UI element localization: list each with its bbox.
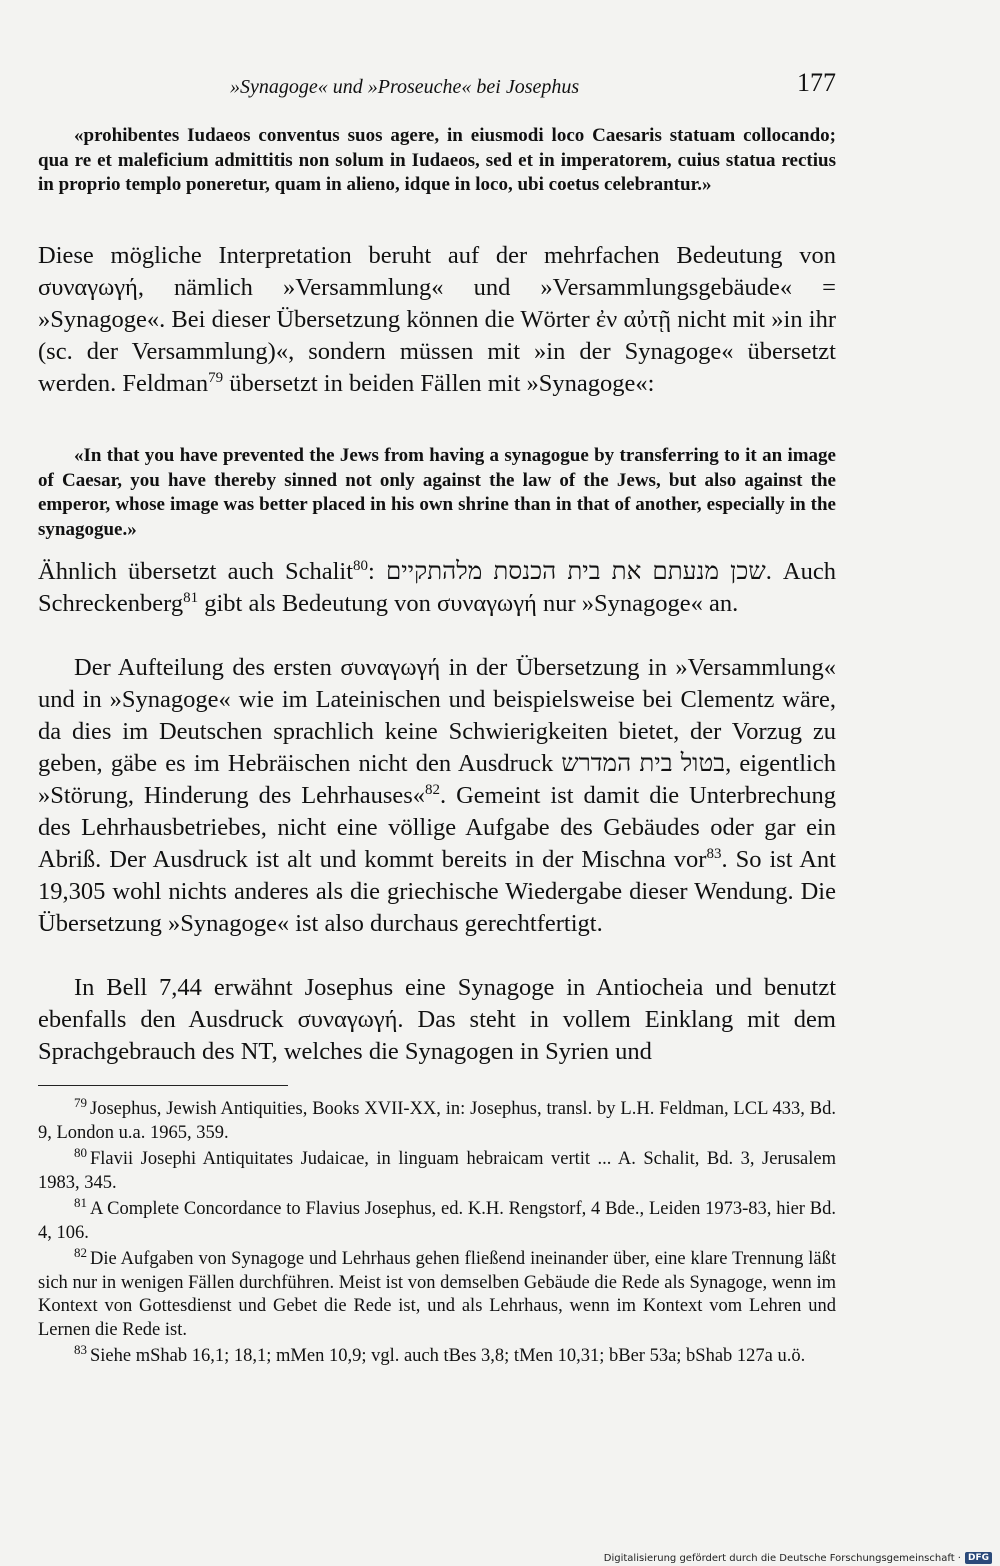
footnotes (38, 1094, 836, 1372)
text-run: nicht mit »in ihr (sc. der Versammlung)«, sondern müssen mit »in der Synagoge« übersetzt werden. Feldman (38, 306, 837, 397)
text-run: nur »Synagoge« an. (536, 590, 739, 617)
greek-term: συναγωγή (38, 274, 138, 301)
text-run: , nämlich »Versammlung« und »Versammlungsgebäude« = »Synagoge«. Bei dieser Übersetzung können die Wörter (38, 274, 836, 333)
footnote-ref-79[interactable]: 79 (208, 369, 224, 386)
footnote-number: 82 (74, 1244, 87, 1260)
footnote-80 (38, 1144, 836, 1195)
english-quote (38, 444, 836, 542)
footer-text: Digitalisierung gefördert durch die Deutsche Forschungsgemeinschaft · (603, 1552, 961, 1564)
greek-term: συναγωγή (436, 590, 537, 617)
footnote-ref-82[interactable]: 82 (425, 781, 441, 798)
footnote-81 (38, 1194, 836, 1245)
latin-quote (38, 124, 836, 198)
footnote-text: Josephus, Jewish Antiquities, Books XVII-XX, in: Josephus, transl. by L.H. Feldman, LCL 433, Bd. 9, London u.a. 1965, 359. (38, 1099, 836, 1143)
footnote-number: 81 (74, 1194, 87, 1210)
text-run: . Gemeint ist damit die Unterbrechung des Lehrhausbetriebes, nicht eine völlige Aufgabe des Gebäudes oder gar ein Abriß. Der Ausdruck ist alt und kommt bereits in der Mischna vor (38, 782, 836, 873)
footnote-83 (38, 1341, 836, 1369)
footnote-number: 83 (74, 1341, 87, 1357)
greek-term: ἐν αὐτῇ (595, 306, 672, 333)
digitization-footer (604, 1552, 992, 1564)
footnote-ref-80[interactable]: 80 (353, 557, 369, 574)
text-run: . Auch Schreckenberg (38, 558, 836, 617)
footnote-number: 79 (74, 1094, 87, 1110)
footnote-79 (38, 1094, 836, 1145)
text-run: , eigentlich »Störung, Hinderung des Lehrhauses« (38, 750, 836, 809)
footnote-divider (38, 1085, 288, 1086)
text-run: Der Aufteilung des ersten (74, 654, 341, 681)
footnote-ref-81[interactable]: 81 (183, 589, 199, 606)
footnote-text: Siehe mShab 16,1; 18,1; mMen 10,9; vgl. auch tBes 3,8; tMen 10,31; bBer 53a; bShab 127a u.ö. (90, 1346, 806, 1366)
footnote-82 (38, 1244, 836, 1342)
greek-term: συναγωγή (297, 1006, 398, 1033)
page-number: 177 (797, 68, 836, 97)
text-run: : (368, 558, 386, 585)
text-run: In Bell 7,44 erwähnt Josephus eine Synagoge in Antiocheia und benutzt ebenfalls den Ausdruck (38, 974, 836, 1033)
hebrew-phrase: שכן מנעתם את בית הכנסת מלהתקיים (385, 558, 766, 585)
paragraph-bell (38, 972, 836, 1068)
hebrew-phrase: בטול בית המדרש (561, 750, 726, 777)
footnote-ref-83[interactable]: 83 (706, 845, 722, 862)
greek-term: συναγωγή (340, 654, 441, 681)
text-run: . So ist Ant 19,305 wohl nichts anderes als die griechische Wiedergabe dieser Wendung. Die Übersetzung »Synagoge« ist also durchaus gerechtfertigt. (38, 846, 836, 937)
text-run: gibt als Bedeutung von (198, 590, 437, 617)
paragraph-aufteilung (38, 652, 836, 940)
paragraph-interpretation (38, 240, 836, 400)
text-run: Diese mögliche Interpretation beruht auf der mehrfachen Bedeutung von (38, 242, 836, 269)
paragraph-schalit (38, 556, 836, 620)
footnote-text: Flavii Josephi Antiquitates Judaicae, in linguam hebraicam vertit ... A. Schalit, Bd. 3, Jerusalem 1983, 345. (38, 1149, 836, 1193)
text-run: in der Übersetzung in »Versammlung« und in »Synagoge« wie im Lateinischen und beispielsweise bei Clementz wäre, da dies im Deutschen sprachlich keine Schwierigkeiten bietet, der Vorzug zu geben, gäbe es im Hebräischen nicht den Ausdruck (38, 654, 836, 777)
dfg-logo-icon: DFG (965, 1552, 992, 1564)
footnote-text: Die Aufgaben von Synagoge und Lehrhaus gehen fließend ineinander über, eine klare Trennung läßt sich nur in wenigen Fällen durchführen. Meist ist von demselben Gebäude die Rede als Synagoge, wenn im Kontext von Gottesdienst und Gebet die Rede ist, und als Lehrhaus, wenn im Kontext vom Lehren und Lernen die Rede ist. (38, 1249, 836, 1340)
english-quote-text: «In that you have prevented the Jews from having a synagogue by transferring to it an image of Caesar, you have thereby sinned not only against the law of the Jews, but also against the emperor, whose image was better placed in his own shrine than in that of another, especially in the synagogue.» (38, 445, 836, 540)
text-run: . Das steht in vollem Einklang mit dem Sprachgebrauch des NT, welches die Synagogen in Syrien und (38, 1006, 836, 1065)
footnote-text: A Complete Concordance to Flavius Josephus, ed. K.H. Rengstorf, 4 Bde., Leiden 1973-83, hier Bd. 4, 106. (38, 1199, 836, 1243)
running-title: »Synagoge« und »Proseuche« bei Josephus (230, 76, 580, 98)
text-run: Ähnlich übersetzt auch Schalit (38, 558, 354, 585)
text-run: übersetzt in beiden Fällen mit »Synagoge«: (223, 370, 655, 397)
footnote-number: 80 (74, 1144, 87, 1160)
latin-quote-text: «prohibentes Iudaeos conventus suos agere, in eiusmodi loco Caesaris statuam collocando; qua re et maleficium admittitis non solum in Iudaeos, sed et in imperatorem, cuius statua rectius in proprio templo poneretur, quam in alieno, idque in loco, ubi coetus celebrantur.» (38, 125, 836, 195)
